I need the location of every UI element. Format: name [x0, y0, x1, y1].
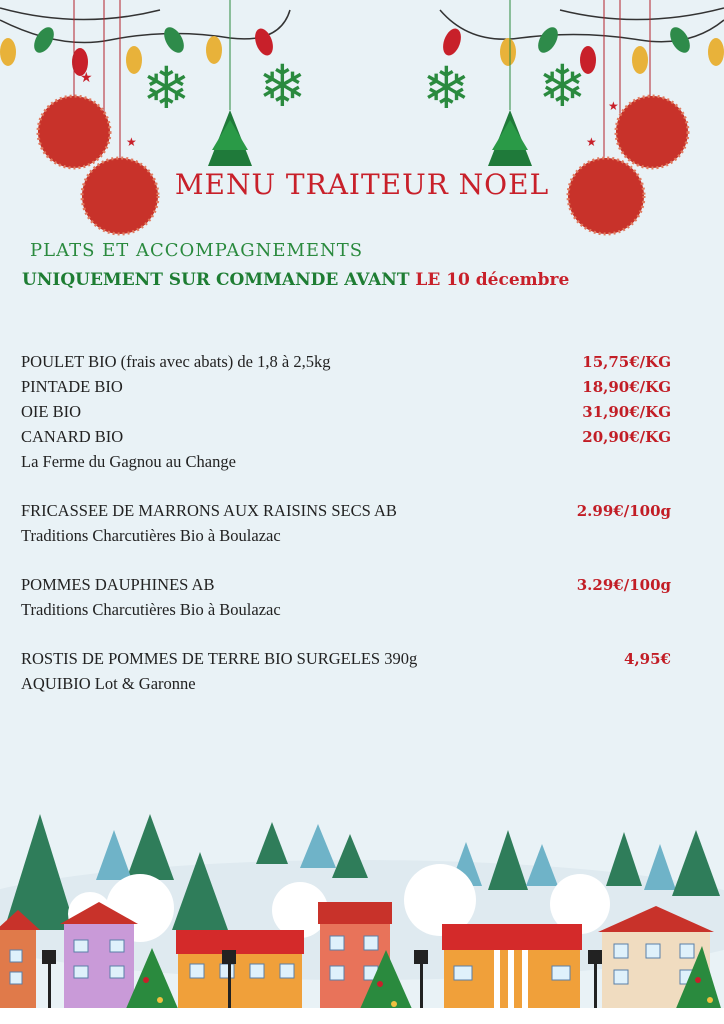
- producer-name: AQUIBIO Lot & Garonne: [21, 674, 196, 693]
- menu-group-rostis: [21, 649, 671, 699]
- menu-item-name: ROSTIS DE POMMES DE TERRE BIO SURGELES 390g: [21, 649, 418, 668]
- string-light-bulbs-icon: [0, 24, 724, 76]
- menu-item-price: 4,95€: [624, 650, 671, 668]
- svg-text:❄: ❄: [422, 54, 471, 122]
- svg-text:❄: ❄: [538, 52, 587, 120]
- menu-list: [21, 352, 671, 699]
- menu-item-price: 20,90€/KG: [582, 428, 671, 446]
- menu-item-name: OIE BIO: [21, 402, 82, 421]
- menu-item-price: 3.29€/100g: [576, 576, 671, 594]
- menu-item: [21, 352, 671, 377]
- order-deadline: LE 10 décembre: [415, 270, 570, 290]
- order-notice-text: UNIQUEMENT SUR COMMANDE AVANT: [22, 270, 410, 290]
- menu-group-poultry: [21, 352, 671, 477]
- ornament-ball-icon: [38, 96, 688, 234]
- section-subtitle: PLATS ET ACCOMPAGNEMENTS: [30, 240, 364, 261]
- menu-group-dauphines: [21, 575, 671, 625]
- winter-village-illustration: [0, 800, 724, 1024]
- christmas-decoration-top: [0, 0, 724, 240]
- svg-text:★: ★: [608, 99, 619, 113]
- menu-item: [21, 427, 671, 452]
- menu-item-name: CANARD BIO: [21, 427, 124, 446]
- snowflake-icon: [142, 52, 587, 122]
- page-title: MENU TRAITEUR NOEL: [174, 168, 550, 201]
- svg-text:❄: ❄: [142, 54, 191, 122]
- svg-text:❄: ❄: [258, 52, 307, 120]
- menu-item-name: FRICASSEE DE MARRONS AUX RAISINS SECS AB: [21, 501, 397, 520]
- order-notice: [22, 270, 569, 290]
- menu-item-name: POULET BIO (frais avec abats) de 1,8 à 2,5kg: [21, 352, 331, 371]
- menu-item-price: 15,75€/KG: [582, 353, 671, 371]
- producer-name: La Ferme du Gagnou au Change: [21, 452, 236, 471]
- menu-item-price: 31,90€/KG: [582, 403, 671, 421]
- svg-text:★: ★: [126, 135, 137, 149]
- svg-text:★: ★: [80, 70, 93, 86]
- menu-item-price: 2.99€/100g: [576, 502, 671, 520]
- producer-name: Traditions Charcutières Bio à Boulazac: [21, 600, 281, 619]
- menu-item: [21, 501, 671, 526]
- menu-item: [21, 402, 671, 427]
- menu-item: [21, 575, 671, 600]
- menu-item-price: 18,90€/KG: [582, 378, 671, 396]
- menu-item: [21, 649, 671, 674]
- menu-group-chestnuts: [21, 501, 671, 551]
- menu-item-name: POMMES DAUPHINES AB: [21, 575, 215, 594]
- menu-item: [21, 377, 671, 402]
- menu-item-name: PINTADE BIO: [21, 377, 123, 396]
- christmas-tree-icon: [208, 0, 532, 166]
- producer-name: Traditions Charcutières Bio à Boulazac: [21, 526, 281, 545]
- svg-text:★: ★: [586, 135, 597, 149]
